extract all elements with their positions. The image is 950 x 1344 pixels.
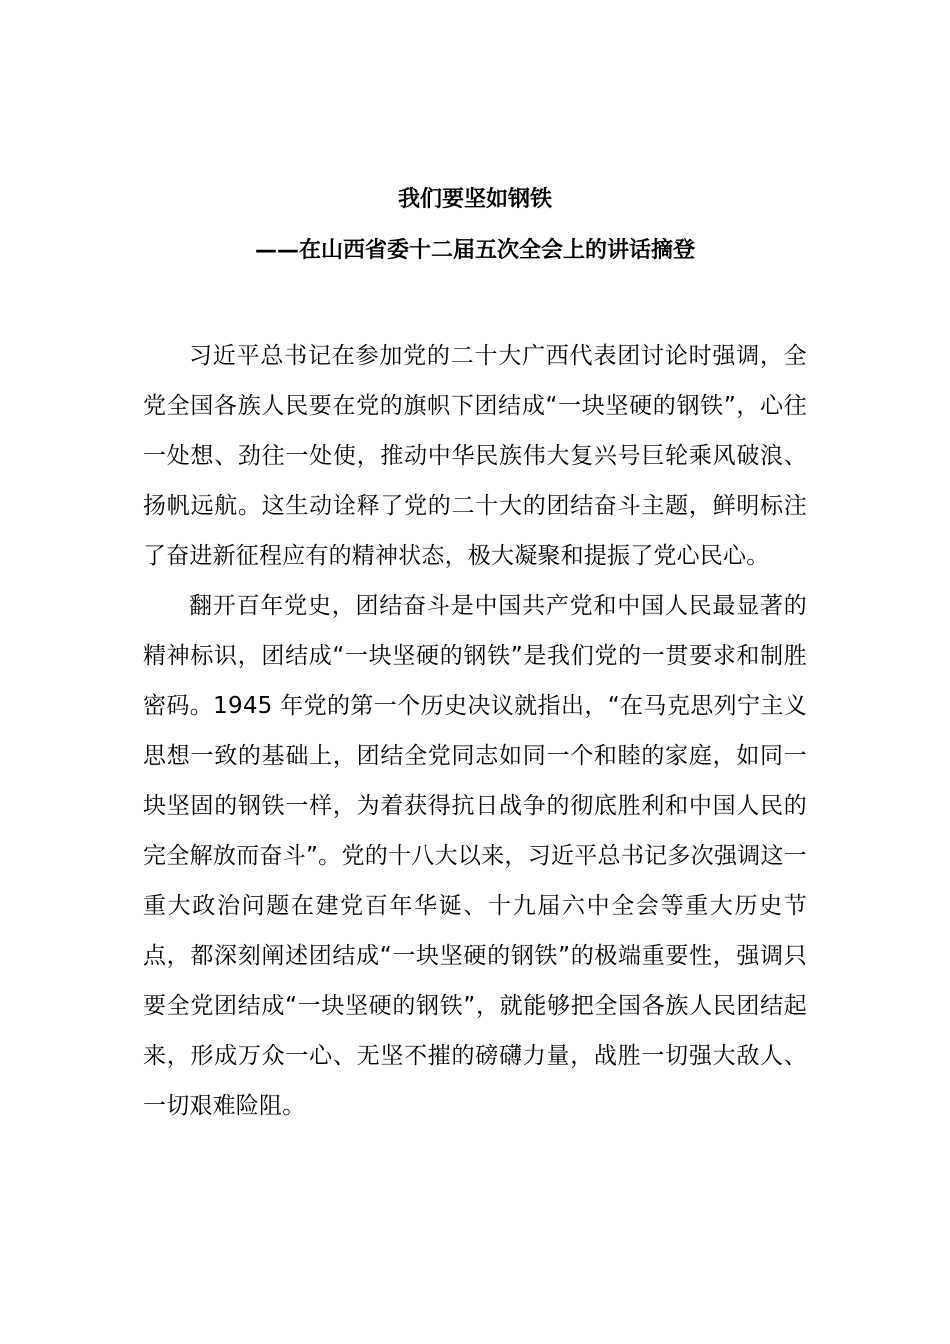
paragraph-2: 翻开百年党史，团结奋斗是中国共产党和中国人民最显著的精神标识，团结成“一块坚硬的钢铁”是我们党的一贯要求和制胜密码。1945 年党的第一个历史决议就指出，“在马克思列宁主义思想一致的基础上，团结全党同志如同一个和睦的家庭，如同一块坚固的钢铁一样，为着获得抗日战争的彻底胜利和中国人民的完全解放而奋斗”。党的十八大以来，习近平总书记多次强调这一重大政治问题在建党百年华诞、十九届六中全会等重大历史节点，都深刻阐述团结成“一块坚硬的钢铁”的极端重要性，强调只要全党团结成“一块坚硬的钢铁”，就能够把全国各族人民团结起来，形成万众一心、无坚不摧的磅礴力量，战胜一切强大敌人、一切艰难险阻。 [143, 593, 807, 1119]
paragraph-1: 习近平总书记在参加党的二十大广西代表团讨论时强调，全党全国各族人民要在党的旗帜下团结成“一块坚硬的钢铁”，心往一处想、劲往一处使，推动中华民族伟大复兴号巨轮乘风破浪、扬帆远航。这生动诠释了党的二十大的团结奋斗主题，鲜明标注了奋进新征程应有的精神状态，极大凝聚和提振了党心民心。 [143, 343, 807, 569]
document-subtitle: ——在山西省委十二届五次全会上的讲话摘登 [254, 238, 695, 263]
document-title: 我们要坚如钢铁 [397, 187, 552, 212]
document-body [143, 331, 807, 1131]
